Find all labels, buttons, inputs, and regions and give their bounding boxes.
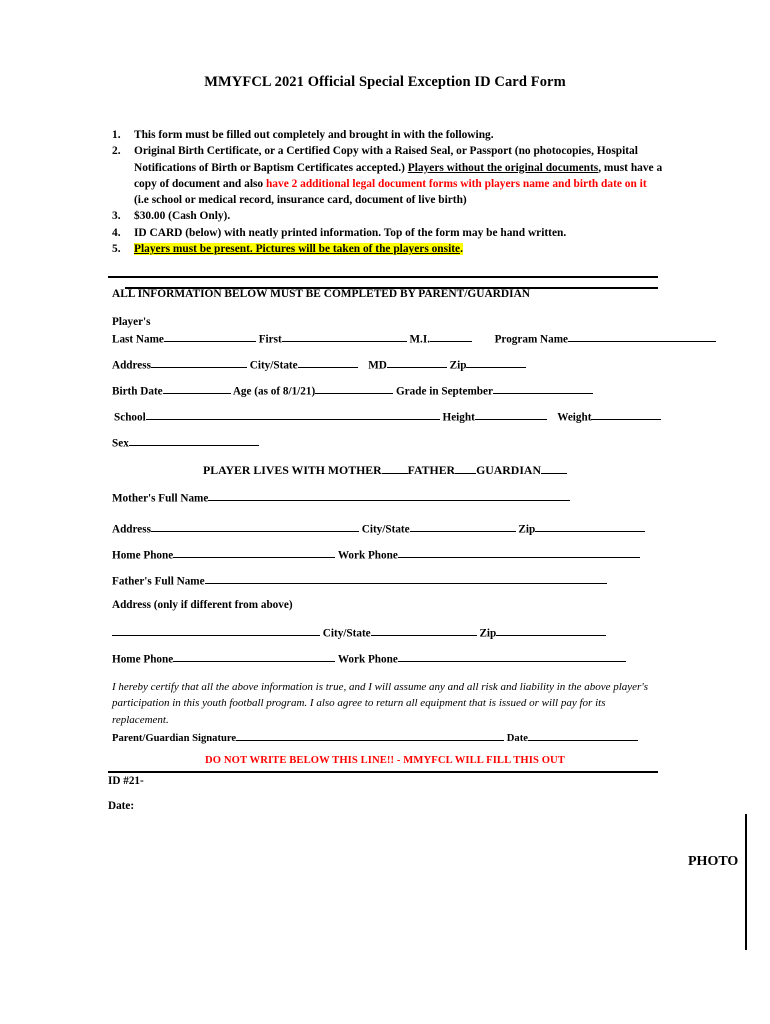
father-address-label: Address (only if different from above): [112, 599, 293, 611]
player-birth-row: [112, 383, 593, 397]
player-address-field[interactable]: [151, 357, 247, 368]
instruction-text: $30.00 (Cash Only).: [134, 210, 231, 223]
instruction-text: ID CARD (below) with neatly printed information. Top of the form may be hand written.: [134, 226, 567, 239]
photo-label: PHOTO: [688, 854, 739, 869]
player-address-label: Address: [112, 359, 151, 372]
mother-home-phone-label: Home Phone: [112, 549, 174, 562]
instruction-highlighted-text: Players must be present. Pictures will be taken of the players onsite: [134, 243, 461, 256]
sex-field[interactable]: [129, 435, 259, 446]
program-name-field[interactable]: [568, 331, 716, 342]
lives-with-mother-field[interactable]: [382, 462, 408, 474]
lives-with-guardian-field[interactable]: [541, 462, 567, 474]
instruction-text: Original Birth Certificate, or a Certified Copy with a Raised Seal, or Passport (no photocopies, Hospital Notifications of Birth or Baptism Certificates accepted.) Players without the original documents, must have a copy of document and also have 2 additional legal document forms with players name and birth date on it (i.e school or medical record, insurance card, document of live birth): [134, 145, 663, 207]
mother-phone-row: [112, 547, 640, 561]
signature-date-label: Date: [506, 732, 528, 744]
father-home-phone-field[interactable]: [173, 651, 335, 662]
father-address-label-row: [112, 599, 293, 611]
office-id-label: ID #21-: [108, 775, 144, 787]
instruction-emphasis-underline: Players without the original documents: [407, 161, 599, 174]
player-zip-label: Zip: [449, 359, 467, 372]
instructions-list: [112, 127, 664, 257]
age-field[interactable]: [315, 383, 393, 394]
birth-date-label: Birth Date: [112, 385, 163, 398]
mother-home-phone-field[interactable]: [173, 547, 335, 558]
signature-field[interactable]: [236, 730, 504, 741]
first-name-label: First: [258, 333, 282, 346]
weight-label: Weight: [557, 411, 592, 424]
player-address-row: [112, 357, 526, 371]
instruction-emphasis-red: have 2 additional legal document forms with players name and birth date on it: [265, 177, 647, 190]
mother-city-state-label: City/State: [361, 523, 410, 536]
lives-with-row: [0, 462, 770, 478]
office-date-label: Date:: [108, 800, 135, 812]
instruction-number: 1.: [112, 129, 121, 141]
lives-with-father-field[interactable]: [455, 462, 476, 474]
mother-address-field[interactable]: [151, 521, 359, 532]
mother-city-state-field[interactable]: [410, 521, 516, 532]
father-zip-label: Zip: [479, 627, 497, 640]
mother-zip-field[interactable]: [535, 521, 645, 532]
instruction-number: 4.: [112, 226, 121, 239]
height-label: Height: [442, 411, 475, 424]
mother-address-label: Address: [112, 523, 151, 536]
father-name-row: [112, 573, 607, 587]
last-name-label: Last Name: [112, 333, 164, 346]
mother-name-row: [112, 490, 570, 504]
parent-section-header: ALL INFORMATION BELOW MUST BE COMPLETED BY PARENT/GUARDIAN: [112, 288, 531, 300]
sex-label: Sex: [112, 437, 129, 450]
certification-paragraph: I hereby certify that all the above information is true, and I will assume any and all risk and liability in the above player's participation in this youth football program. I also agree to return all equipment that is issued or will pay for its replacement.: [112, 681, 648, 726]
mother-full-name-label: Mother's Full Name: [112, 492, 209, 505]
signature-date-field[interactable]: [528, 730, 638, 741]
instruction-text: Players must be present. Pictures will be taken of the players onsite.: [134, 243, 463, 256]
program-name-label: Program Name: [494, 333, 569, 346]
father-full-name-field[interactable]: [205, 573, 607, 584]
horizontal-divider-office: [108, 771, 658, 773]
instruction-number: 2.: [112, 145, 121, 158]
father-address-row: [112, 625, 606, 639]
player-sex-row: [112, 435, 259, 449]
mother-zip-label: Zip: [518, 523, 536, 536]
instruction-item: [112, 143, 664, 208]
grade-label: Grade in September: [395, 385, 493, 398]
weight-field[interactable]: [591, 409, 661, 420]
father-address-field[interactable]: [112, 625, 320, 636]
father-work-phone-field[interactable]: [398, 651, 626, 662]
instruction-item: [112, 208, 664, 224]
mother-work-phone-label: Work Phone: [337, 549, 398, 562]
player-zip-field[interactable]: [466, 357, 526, 368]
mother-work-phone-field[interactable]: [398, 547, 640, 558]
lives-with-label: PLAYER LIVES WITH MOTHER: [203, 462, 382, 477]
father-city-state-field[interactable]: [371, 625, 477, 636]
father-city-state-label: City/State: [322, 627, 371, 640]
school-field[interactable]: [146, 409, 440, 420]
father-work-phone-label: Work Phone: [337, 653, 398, 666]
lives-with-guardian-label: GUARDIAN: [476, 462, 541, 477]
lives-with-father-label: FATHER: [407, 462, 456, 477]
mother-full-name-field[interactable]: [208, 490, 570, 501]
instruction-text: This form must be filled out completely and brought in with the following.: [134, 129, 494, 141]
vertical-divider-photo: [745, 814, 747, 950]
player-city-state-field[interactable]: [298, 357, 358, 368]
signature-label: Parent/Guardian Signature: [112, 732, 237, 744]
player-city-state-label: City/State: [249, 359, 298, 372]
height-field[interactable]: [475, 409, 547, 420]
instruction-item: [112, 225, 664, 241]
instruction-number: 3.: [112, 210, 121, 223]
father-full-name-label: Father's Full Name: [112, 575, 205, 588]
signature-row: [112, 730, 638, 744]
player-state-field[interactable]: [387, 357, 447, 368]
instruction-item: [112, 127, 664, 143]
player-school-row: [114, 409, 661, 423]
middle-initial-label: M.I.: [409, 333, 430, 346]
player-state-value: MD: [368, 359, 387, 372]
instruction-item: [112, 241, 664, 257]
instruction-number: 5.: [112, 243, 121, 256]
player-name-row: [112, 331, 716, 345]
grade-field[interactable]: [493, 383, 593, 394]
father-home-phone-label: Home Phone: [112, 653, 174, 666]
middle-initial-field[interactable]: [430, 331, 472, 342]
birth-date-field[interactable]: [163, 383, 231, 394]
mother-address-row: [112, 521, 645, 535]
age-label: Age (as of 8/1/21): [232, 385, 316, 398]
father-zip-field[interactable]: [496, 625, 606, 636]
player-possessive-label: Player's: [112, 316, 151, 328]
first-name-field[interactable]: [282, 331, 407, 342]
last-name-field[interactable]: [164, 331, 256, 342]
page-title: MMYFCL 2021 Official Special Exception ID Card Form: [204, 74, 566, 90]
horizontal-divider-upper: [108, 276, 658, 278]
father-phone-row: [112, 651, 626, 665]
do-not-write-warning: DO NOT WRITE BELOW THIS LINE!! - MMYFCL WILL FILL THIS OUT: [205, 755, 565, 766]
school-label: School: [114, 411, 146, 424]
